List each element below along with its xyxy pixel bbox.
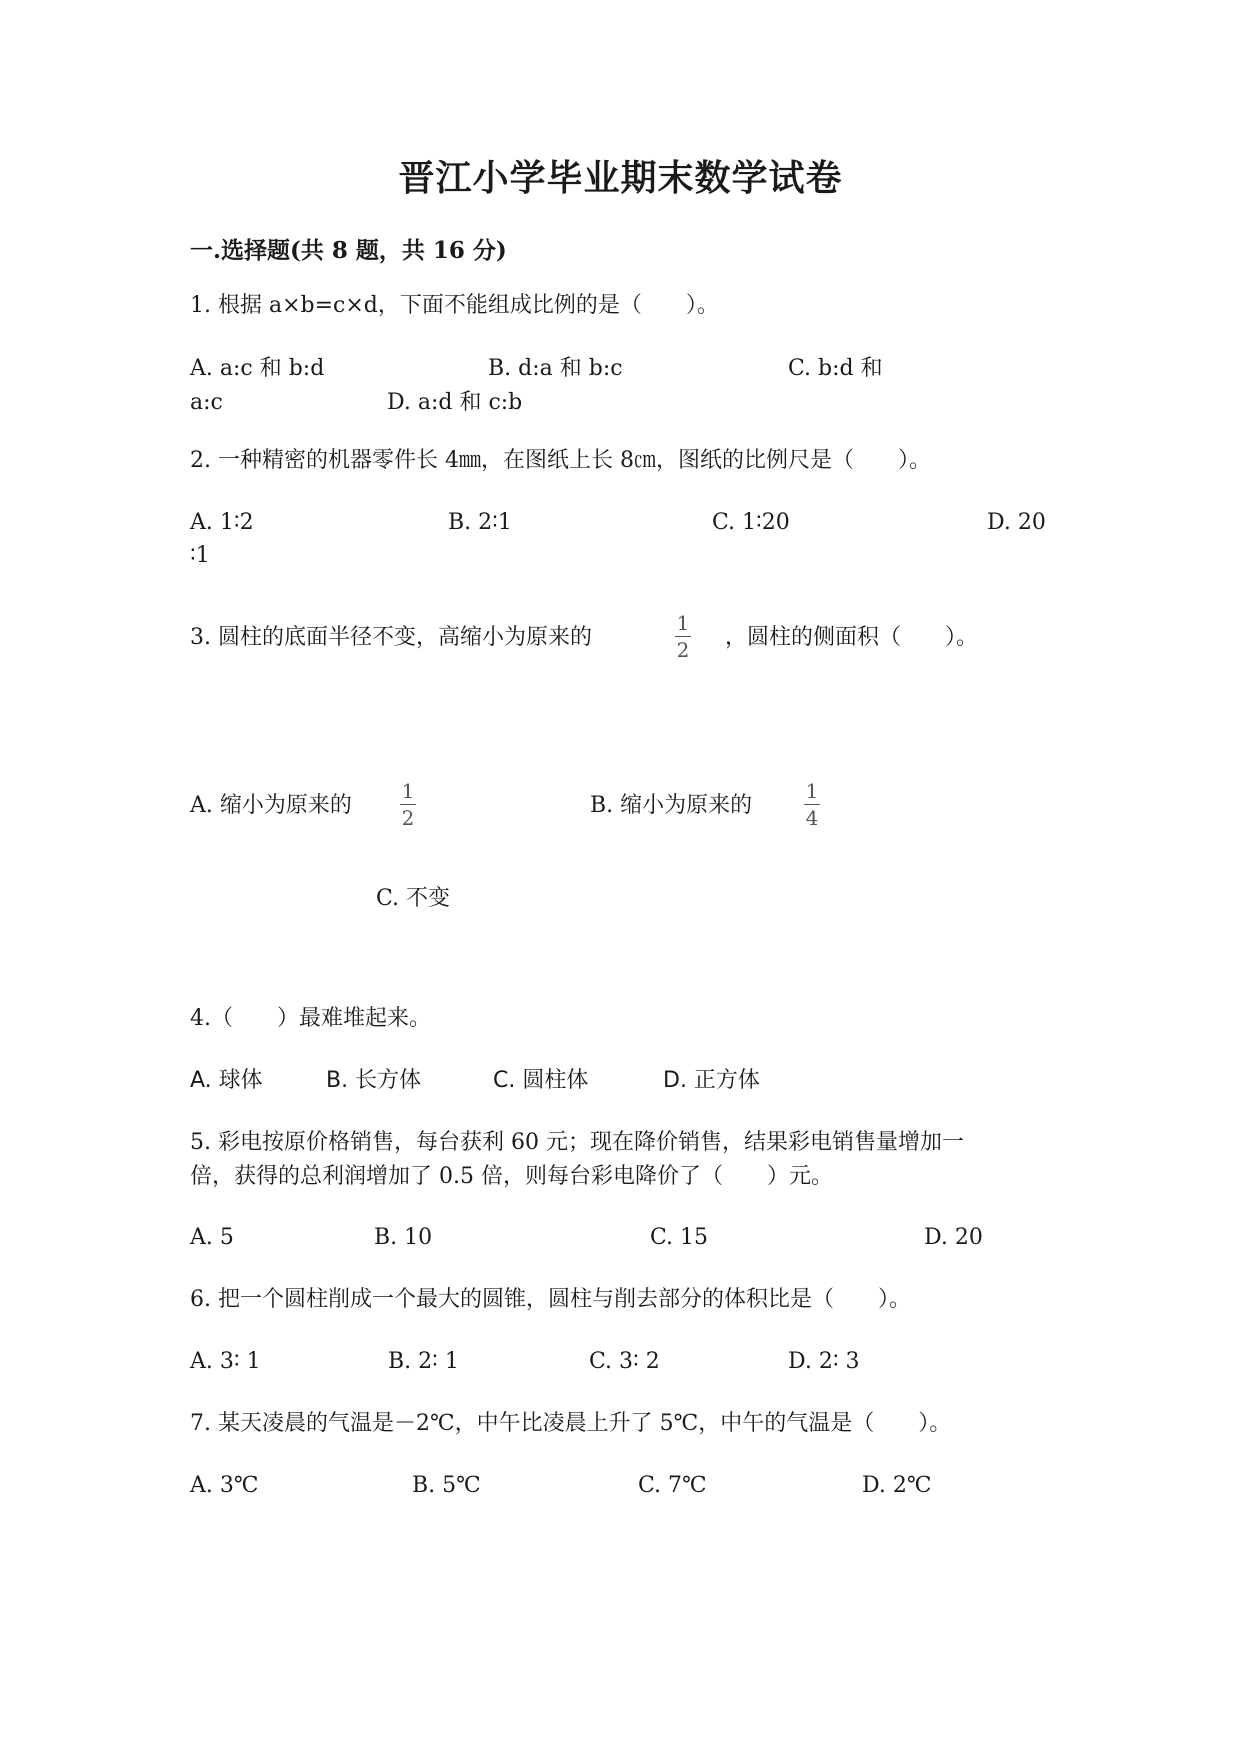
question-1-stem: 1. 根据 a×b=c×d，下面不能组成比例的是（ ）。 bbox=[190, 293, 719, 318]
fraction-denominator: 4 bbox=[805, 806, 819, 830]
question-6-option-a: A. 3∶ 1 bbox=[190, 1349, 261, 1374]
question-2-option-a: A. 1∶2 bbox=[190, 510, 254, 535]
question-4-option-b: B. 长方体 bbox=[326, 1068, 422, 1093]
question-6-stem: 6. 把一个圆柱削成一个最大的圆锥，圆柱与削去部分的体积比是（ ）。 bbox=[190, 1287, 911, 1312]
question-3-fraction bbox=[675, 612, 691, 661]
question-3-option-b-fraction bbox=[804, 780, 820, 829]
question-7-option-b: B. 5℃ bbox=[412, 1473, 481, 1498]
question-4-option-d: D. 正方体 bbox=[663, 1068, 760, 1093]
question-1-option-c: C. b:d 和 bbox=[788, 356, 883, 381]
question-7-option-a: A. 3℃ bbox=[190, 1473, 259, 1498]
question-5-option-a: A. 5 bbox=[190, 1225, 234, 1250]
page-title: 晋江小学毕业期末数学试卷 bbox=[398, 157, 843, 199]
fraction-numerator: 1 bbox=[805, 779, 819, 803]
section-heading: 一.选择题(共 8 题，共 16 分) bbox=[190, 237, 507, 264]
fraction-bar bbox=[400, 804, 416, 805]
question-2-stem: 2. 一种精密的机器零件长 4㎜，在图纸上长 8㎝，图纸的比例尺是（ ）。 bbox=[190, 448, 931, 473]
question-5-stem-line-2: 倍，获得的总利润增加了 0.5 倍，则每台彩电降价了（ ）元。 bbox=[190, 1164, 833, 1189]
question-5-option-c: C. 15 bbox=[650, 1225, 709, 1250]
question-5-stem-line-1: 5. 彩电按原价格销售，每台获利 60 元；现在降价销售，结果彩电销售量增加一 bbox=[190, 1130, 964, 1155]
question-6-option-b: B. 2∶ 1 bbox=[388, 1349, 459, 1374]
question-5-option-b: B. 10 bbox=[374, 1225, 433, 1250]
question-7-stem: 7. 某天凌晨的气温是－2℃，中午比凌晨上升了 5℃，中午的气温是（ ）。 bbox=[190, 1411, 952, 1436]
question-7-option-d: D. 2℃ bbox=[862, 1473, 932, 1498]
question-5-option-d: D. 20 bbox=[924, 1225, 983, 1250]
question-3-option-b: B. 缩小为原来的 bbox=[590, 793, 753, 818]
question-2-option-d-cont: ∶1 bbox=[190, 543, 210, 568]
fraction-numerator: 1 bbox=[676, 611, 690, 635]
fraction-numerator: 1 bbox=[401, 779, 415, 803]
question-6-option-c: C. 3∶ 2 bbox=[589, 1349, 660, 1374]
question-1-option-a: A. a:c 和 b:d bbox=[190, 356, 325, 381]
fraction-denominator: 2 bbox=[401, 806, 415, 830]
question-2-option-b: B. 2∶1 bbox=[448, 510, 512, 535]
question-4-stem: 4.（ ）最难堆起来。 bbox=[190, 1006, 431, 1031]
question-3-stem: 3. 圆柱的底面半径不变，高缩小为原来的 bbox=[190, 625, 592, 650]
fraction-bar bbox=[675, 636, 691, 637]
question-3-stem-end: ，圆柱的侧面积（ ）。 bbox=[725, 625, 979, 650]
question-6-option-d: D. 2∶ 3 bbox=[788, 1349, 860, 1374]
question-3-option-c: C. 不变 bbox=[376, 886, 451, 911]
question-7-option-c: C. 7℃ bbox=[638, 1473, 707, 1498]
question-1-option-d: D. a:d 和 c:b bbox=[387, 390, 523, 415]
question-2-option-c: C. 1∶20 bbox=[712, 510, 790, 535]
question-3-option-a: A. 缩小为原来的 bbox=[190, 793, 352, 818]
question-1-option-c-cont: a:c bbox=[190, 390, 223, 415]
question-3-option-a-fraction bbox=[400, 780, 416, 829]
fraction-denominator: 2 bbox=[676, 638, 690, 662]
question-2-option-d: D. 20 bbox=[987, 510, 1046, 535]
question-4-option-a: A. 球体 bbox=[190, 1068, 263, 1093]
question-4-option-c: C. 圆柱体 bbox=[493, 1068, 589, 1093]
question-1-option-b: B. d:a 和 b:c bbox=[488, 356, 623, 381]
fraction-bar bbox=[804, 804, 820, 805]
